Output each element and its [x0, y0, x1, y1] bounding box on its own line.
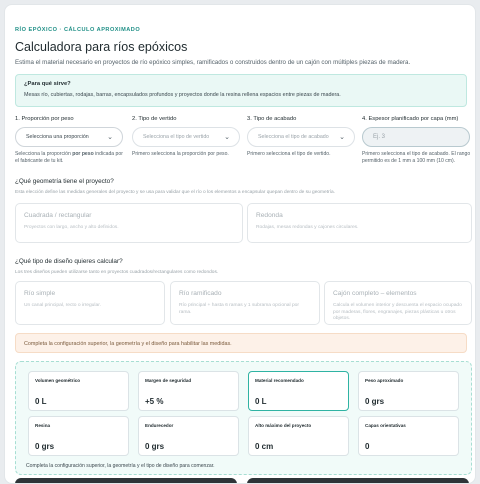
results-panel	[15, 361, 472, 475]
result-layers: Capas orientativas 0	[358, 416, 459, 456]
result-volume: Volumen geométrico 0 L	[28, 371, 129, 411]
design-subtitle: Los tres diseños pueden utilizarse tanto en proyectos cuadrados/rectangulares como redondos.	[15, 270, 219, 275]
finish-type-select-value: Selecciona el tipo de acabado	[258, 134, 329, 140]
design-option-title: Río ramificado	[179, 290, 222, 297]
thickness-placeholder: Ej. 3	[373, 134, 386, 140]
chevron-down-icon: ⌄	[224, 134, 230, 141]
geometry-option-sub: Rodajas, mesas redondas y cajones circulares.	[256, 225, 359, 230]
proportion-help: Selecciona la proporción por peso indicada por el fabricante de tu kit.	[15, 151, 123, 164]
finish-type-label: 3. Tipo de acabado	[247, 116, 297, 122]
design-option-simple[interactable]	[15, 281, 165, 325]
chevron-down-icon: ⌄	[339, 134, 345, 141]
design-option-sub: Río principal + hasta 6 ramas y 1 subrama opcional por rama.	[179, 303, 300, 315]
thickness-label: 4. Espesor planificado por capa (mm)	[362, 116, 459, 122]
geometry-option-round[interactable]	[247, 203, 472, 243]
chevron-down-icon: ⌄	[107, 134, 113, 141]
result-hardener: Endurecedor 0 grs	[138, 416, 239, 456]
design-option-title: Río simple	[24, 290, 56, 297]
warning-banner: Completa la configuración superior, la geometría y el diseño para habilitar las medidas.	[15, 333, 467, 353]
proportion-select-value: Selecciona una proporción	[26, 134, 89, 140]
geometry-option-title: Cuadrada / rectangular	[24, 212, 92, 219]
pour-type-select-value: Selecciona el tipo de vertido	[143, 134, 210, 140]
proportion-label: 1. Proporción por peso	[15, 116, 74, 122]
page-title: Calculadora para ríos epóxicos	[15, 40, 188, 54]
eyebrow-label: RÍO EPÓXICO · CÁLCULO APROXIMADO	[15, 27, 141, 33]
design-question: ¿Qué tipo de diseño quieres calcular?	[15, 258, 123, 265]
primary-action-button[interactable]	[15, 478, 237, 484]
pour-type-help: Primero selecciona la proporción por peso.	[132, 151, 229, 157]
result-weight: Peso aproximado 0 grs	[358, 371, 459, 411]
info-title: ¿Para qué sirve?	[24, 81, 71, 87]
result-safety-margin: Margen de seguridad +5 %	[138, 371, 239, 411]
info-box	[15, 74, 467, 107]
results-note: Completa la configuración superior, la geometría y el tipo de diseño para comenzar.	[26, 463, 215, 469]
info-text: Mesas río, cubiertas, rodajas, barras, encapsulados profundos y proyectos donde la resina rellena espacios entre piezas de madera.	[24, 92, 341, 98]
geometry-option-rectangular[interactable]	[15, 203, 243, 243]
design-option-branched[interactable]	[170, 281, 320, 325]
design-option-sub: Un canal principal, recto o irregular.	[24, 303, 101, 308]
thickness-help: Primero selecciona el tipo de acabado. El rango permitido es de 1 mm a 100 mm (10 cm).	[362, 151, 471, 164]
result-recommended-material: Material recomendado 0 L	[248, 371, 349, 411]
pour-type-label: 2. Tipo de vertido	[132, 116, 177, 122]
proportion-select[interactable]	[15, 127, 123, 147]
geometry-subtitle: Esta elección define las medidas generales del proyecto y se usa para validar que el río o los elementos a encapsular quepan dentro de su geometría.	[15, 190, 335, 195]
design-option-box[interactable]	[324, 281, 472, 325]
geometry-option-title: Redonda	[256, 212, 283, 219]
geometry-option-sub: Proyectos con largo, ancho y alto definidos.	[24, 225, 119, 230]
thickness-input[interactable]	[362, 127, 470, 147]
calculator-page	[4, 4, 476, 484]
finish-type-select[interactable]	[247, 127, 355, 147]
design-option-title: Cajón completo – elementos	[333, 290, 417, 297]
finish-type-help: Primero selecciona el tipo de vertido.	[247, 151, 331, 157]
design-option-sub: Calcula el volumen interior y descuenta el espacio ocupado por maderas, flores, engranajes, piezas plásticas u otros objetos.	[333, 303, 462, 321]
result-max-height: Alto máximo del proyecto 0 cm	[248, 416, 349, 456]
result-resin: Resina 0 grs	[28, 416, 129, 456]
pour-type-select[interactable]	[132, 127, 240, 147]
page-description: Estima el material necesario en proyectos de río epóxico simples, ramificados o construidos dentro de un cajón con múltiples piezas de madera.	[15, 59, 411, 66]
secondary-action-button[interactable]	[247, 478, 469, 484]
geometry-question: ¿Qué geometría tiene el proyecto?	[15, 178, 114, 185]
